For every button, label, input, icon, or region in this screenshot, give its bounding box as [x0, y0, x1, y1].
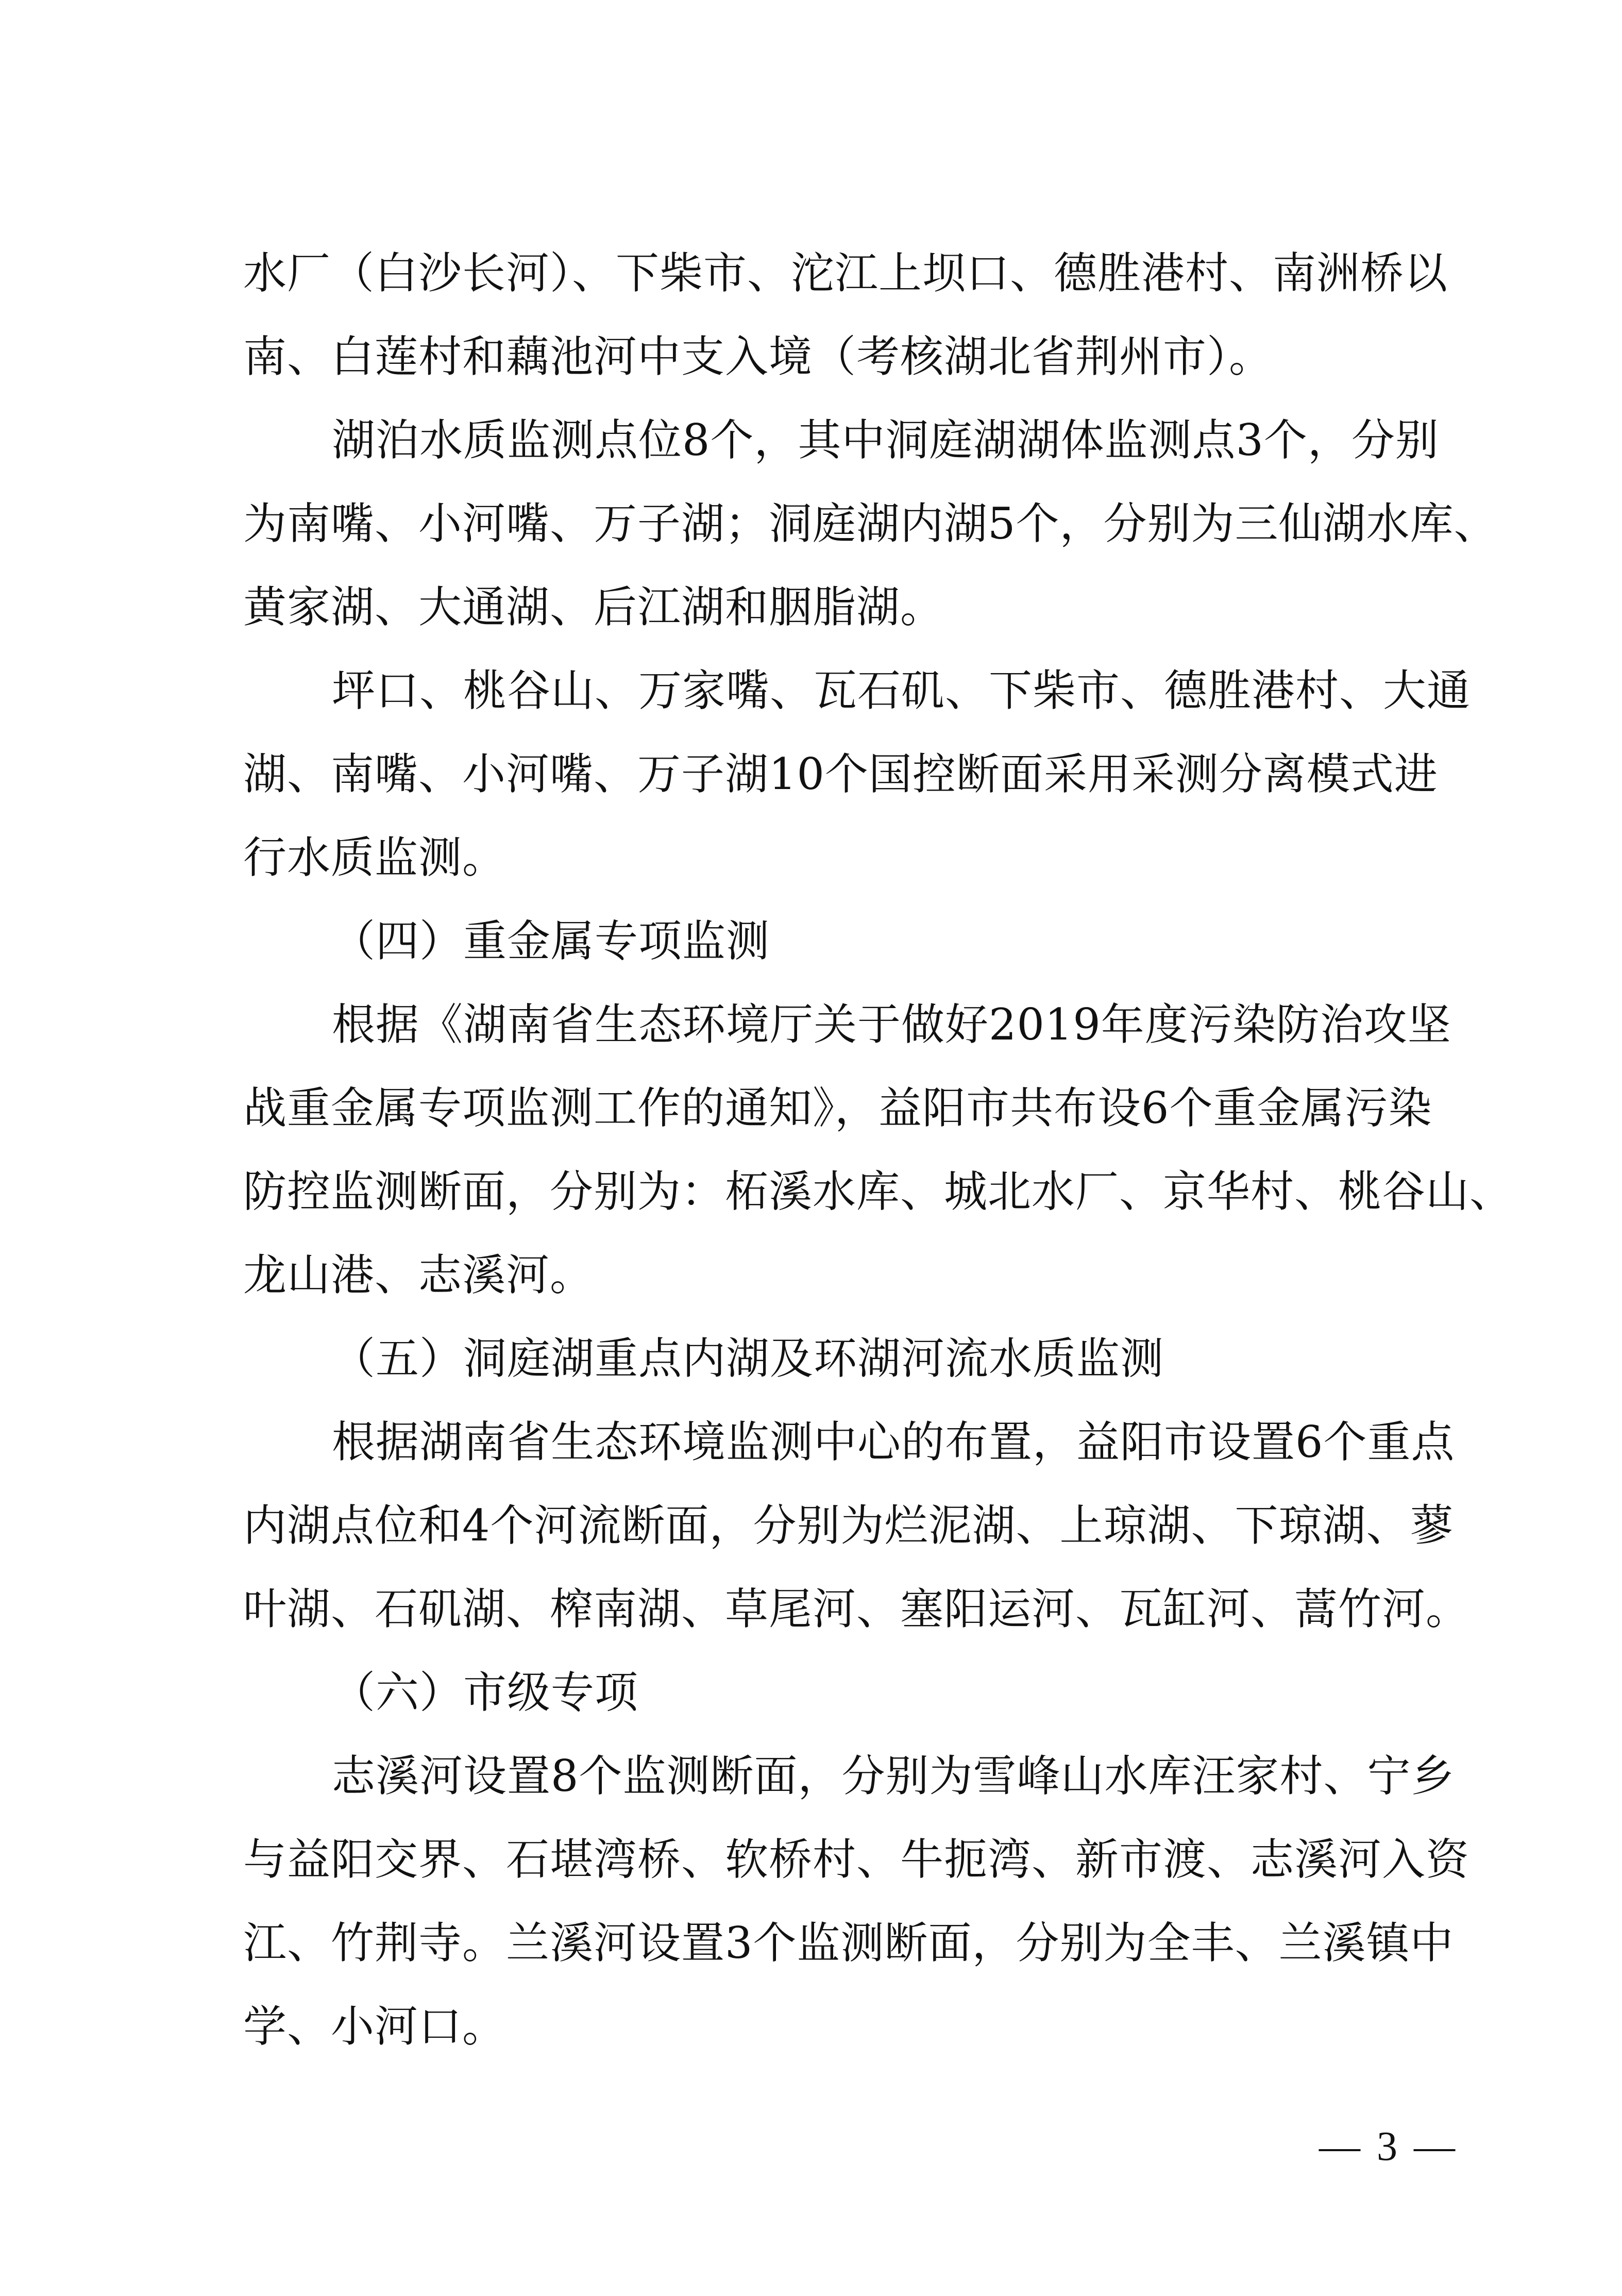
- paragraph: [243, 1400, 1480, 1651]
- text-line: （六）市级专项: [332, 1667, 639, 1718]
- text-line: （五）洞庭湖重点内湖及环湖河流水质监测: [332, 1333, 1164, 1384]
- document-body: [243, 231, 1514, 2068]
- paragraph: [243, 1734, 1480, 2068]
- text-line: 水厂（白沙长河）、下柴市、沱江上坝口、德胜港村、南洲桥以: [243, 248, 1448, 298]
- section-heading: [243, 1651, 1480, 1734]
- text-line: 根据湖南省生态环境监测中心的布置，益阳市设置6个重点: [332, 1417, 1455, 1467]
- text-line: 江、竹荆寺。兰溪河设置3个监测断面，分别为全丰、兰溪镇中: [243, 1918, 1454, 1968]
- text-line: 内湖点位和4个河流断面，分别为烂泥湖、上琼湖、下琼湖、蓼: [243, 1500, 1454, 1551]
- text-line: 防控监测断面，分别为：柘溪水库、城北水厂、京华村、桃谷山、: [243, 1166, 1514, 1217]
- text-line: 行水质监测。: [243, 832, 506, 883]
- text-line: 与益阳交界、石堪湾桥、软桥村、牛扼湾、新市渡、志溪河入资: [243, 1834, 1470, 1885]
- text-line: 志溪河设置8个监测断面，分别为雪峰山水库汪家村、宁乡: [332, 1751, 1455, 1801]
- text-line: 黄家湖、大通湖、后江湖和胭脂湖。: [243, 582, 944, 632]
- paragraph: [243, 231, 1480, 398]
- text-line: 湖、南嘴、小河嘴、万子湖10个国控断面采用采测分离模式进: [243, 749, 1438, 799]
- paragraph: [243, 649, 1480, 899]
- paragraph: [243, 983, 1514, 1317]
- text-line: 为南嘴、小河嘴、万子湖；洞庭湖内湖5个，分别为三仙湖水库、: [243, 498, 1498, 549]
- text-line: 坪口、桃谷山、万家嘴、瓦石矶、下柴市、德胜港村、大通: [332, 665, 1471, 716]
- section-heading: [243, 899, 1480, 983]
- text-line: 湖泊水质监测点位8个，其中洞庭湖湖体监测点3个，分别: [332, 415, 1439, 465]
- text-line: （四）重金属专项监测: [332, 916, 770, 966]
- paragraph: [243, 398, 1498, 649]
- text-line: 龙山港、志溪河。: [243, 1250, 594, 1300]
- text-line: 学、小河口。: [243, 2001, 506, 2052]
- text-line: 叶湖、石矶湖、榨南湖、草尾河、塞阳运河、瓦缸河、蒿竹河。: [243, 1584, 1470, 1634]
- text-line: 根据《湖南省生态环境厅关于做好2019年度污染防治攻坚: [332, 999, 1451, 1050]
- text-line: 南、白莲村和藕池河中支入境（考核湖北省荆州市）。: [243, 331, 1273, 382]
- section-heading: [243, 1317, 1480, 1400]
- page-number: — 3 —: [1319, 2124, 1458, 2169]
- text-line: 战重金属专项监测工作的通知》，益阳市共布设6个重金属污染: [243, 1083, 1432, 1133]
